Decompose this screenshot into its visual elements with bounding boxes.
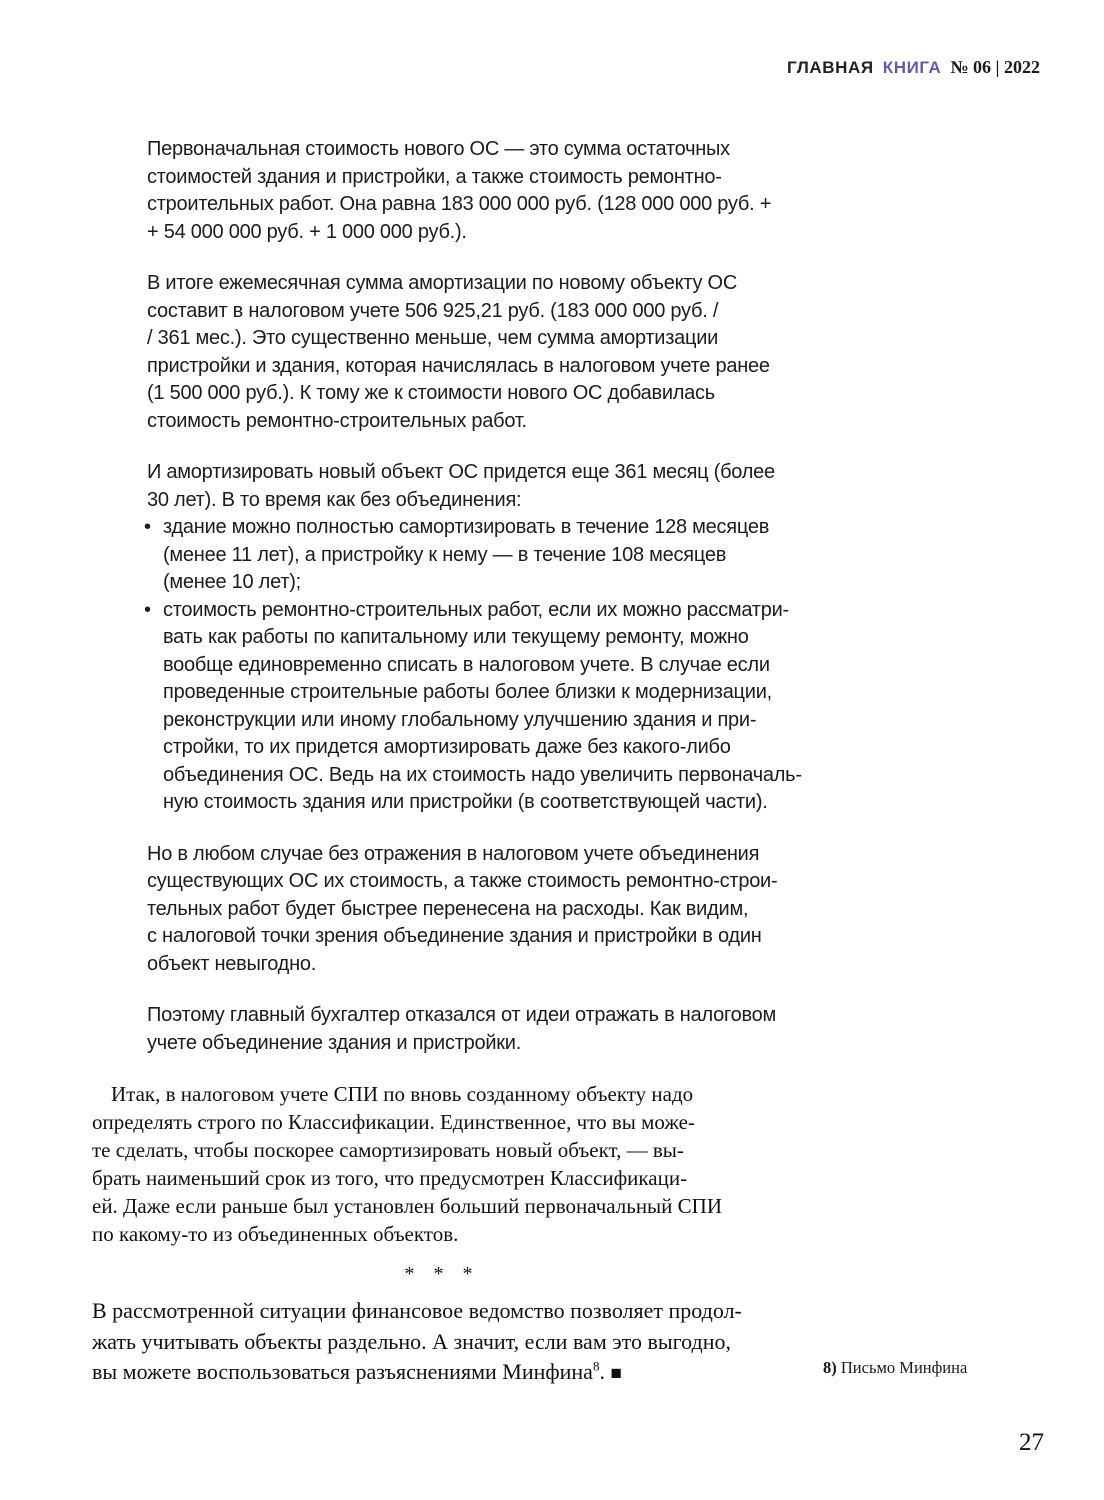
text-line: Итак, в налоговом учете СПИ по вновь созданному объекту надо — [111, 1082, 694, 1106]
text-line: строительных работ. Она равна 183 000 000 руб. (128 000 000 руб. + — [147, 193, 772, 215]
text-line: вообще единовременно списать в налоговом учете. В случае если — [163, 653, 770, 676]
main-paragraph — [92, 1080, 802, 1248]
footnote-text: Письмо Минфина — [836, 1358, 968, 1377]
text-line: + 54 000 000 руб. + 1 000 000 руб.). — [147, 220, 467, 243]
example-paragraph-5 — [147, 1002, 807, 1057]
text-line: жать учитывать объекты раздельно. А значит, если вам это выгодно, — [92, 1328, 731, 1354]
closing-text: вы можете воспользоваться разъяснениями Минфина — [92, 1359, 593, 1384]
text-line: пристройки и здания, которая начислялась в налоговом учете ранее — [147, 354, 770, 377]
bullet-item-1-text — [163, 514, 807, 597]
text-line: Поэтому главный бухгалтер отказался от идеи отражать в налоговом — [147, 1004, 776, 1026]
footnote-number: 8) — [823, 1358, 837, 1377]
text-line: составит в налоговом учете 506 925,21 руб. (183 000 000 руб. / — [147, 299, 719, 322]
text-line: Но в любом случае без отражения в налоговом учете объединения — [147, 842, 760, 865]
text-line: по какому-то из объединенных объектов. — [92, 1222, 459, 1246]
text-line: здание можно полностью самортизировать в течение 128 месяцев — [163, 516, 770, 538]
text-line: вать как работы по капитальному или текущему ремонту, можно — [163, 626, 749, 648]
bullet-item-2-text — [163, 597, 807, 817]
bullet-marker: • — [144, 516, 151, 538]
bullet-item-2 — [144, 597, 807, 817]
text-line: объект невыгодно. — [147, 952, 317, 975]
text-line: те сделать, чтобы поскорее самортизировать новый объект, — вы- — [92, 1138, 684, 1162]
brand-name-primary: ГЛАВНАЯ — [787, 58, 874, 77]
issue-number: № 06 | 2022 — [950, 57, 1040, 77]
example-block — [144, 136, 807, 1057]
bullet-marker: • — [144, 598, 151, 621]
text-line: стоимость ремонтно-строительных работ, если их можно рассматри- — [163, 598, 789, 621]
text-line: определять строго по Классификации. Единственное, что вы може- — [92, 1110, 695, 1134]
text-line: стоимость ремонтно-строительных работ. — [147, 409, 527, 432]
text-line: учете объединение здания и пристройки. — [147, 1031, 522, 1054]
brand-name-secondary: КНИГА — [882, 58, 942, 77]
example-paragraph-4 — [147, 841, 807, 979]
text-line: тельных работ будет быстрее перенесена на расходы. Как видим, — [147, 897, 749, 920]
text-line-with-footnote — [92, 1357, 802, 1390]
bullet-item-1 — [144, 514, 807, 597]
text-line: с налоговой точки зрения объединение здания и пристройки в один — [147, 925, 762, 947]
text-line: (менее 11 лет), а пристройку к нему — в течение 108 месяцев — [163, 543, 727, 566]
text-line: объединения ОС. Ведь на их стоимость надо увеличить первоначаль- — [163, 763, 802, 786]
text-line: существующих ОС их стоимость, а также стоимость ремонтно-строи- — [147, 870, 778, 892]
example-paragraph-3 — [147, 459, 807, 514]
example-paragraph-1 — [147, 136, 807, 246]
text-line: В рассмотренной ситуации финансовое ведомство позволяет продол- — [92, 1298, 742, 1323]
page-number: 27 — [1019, 1429, 1044, 1456]
text-line: брать наименьший срок из того, что предусмотрен Классификаци- — [92, 1166, 688, 1190]
text-line: И амортизировать новый объект ОС придется еще 361 месяц (более — [147, 461, 775, 483]
text-line: (1 500 000 руб.). К тому же к стоимости нового ОС добавилась — [147, 382, 715, 404]
closing-tail: . — [599, 1359, 611, 1384]
text-line: 30 лет). В то время как без объединения: — [147, 488, 522, 511]
margin-footnote — [823, 1358, 1073, 1378]
closing-paragraph — [92, 1296, 802, 1390]
text-line: Первоначальная стоимость нового ОС — это сумма остаточных — [147, 138, 730, 160]
end-of-article-mark: ■ — [610, 1363, 622, 1384]
magazine-header — [787, 57, 1040, 78]
text-line: стоимостей здания и пристройки, а также стоимость ремонтно- — [147, 165, 722, 188]
text-line: В итоге ежемесячная сумма амортизации по новому объекту ОС — [147, 272, 738, 294]
section-separator: * * * — [404, 1263, 480, 1285]
text-line: реконструкции или иному глобальному улучшению здания и при- — [163, 708, 757, 731]
example-paragraph-2 — [147, 270, 807, 435]
text-line: проведенные строительные работы более близки к модернизации, — [163, 681, 772, 703]
text-line: ную стоимость здания или пристройки (в соответствующей части). — [163, 791, 768, 813]
text-line: / 361 мес.). Это существенно меньше, чем сумма амортизации — [147, 327, 719, 349]
text-line: стройки, то их придется амортизировать даже без какого-либо — [163, 736, 731, 758]
text-line: ей. Даже если раньше был установлен больший первоначальный СПИ — [92, 1194, 722, 1218]
text-line: (менее 10 лет); — [163, 571, 301, 593]
footnote-reference: 8 — [592, 1358, 600, 1374]
